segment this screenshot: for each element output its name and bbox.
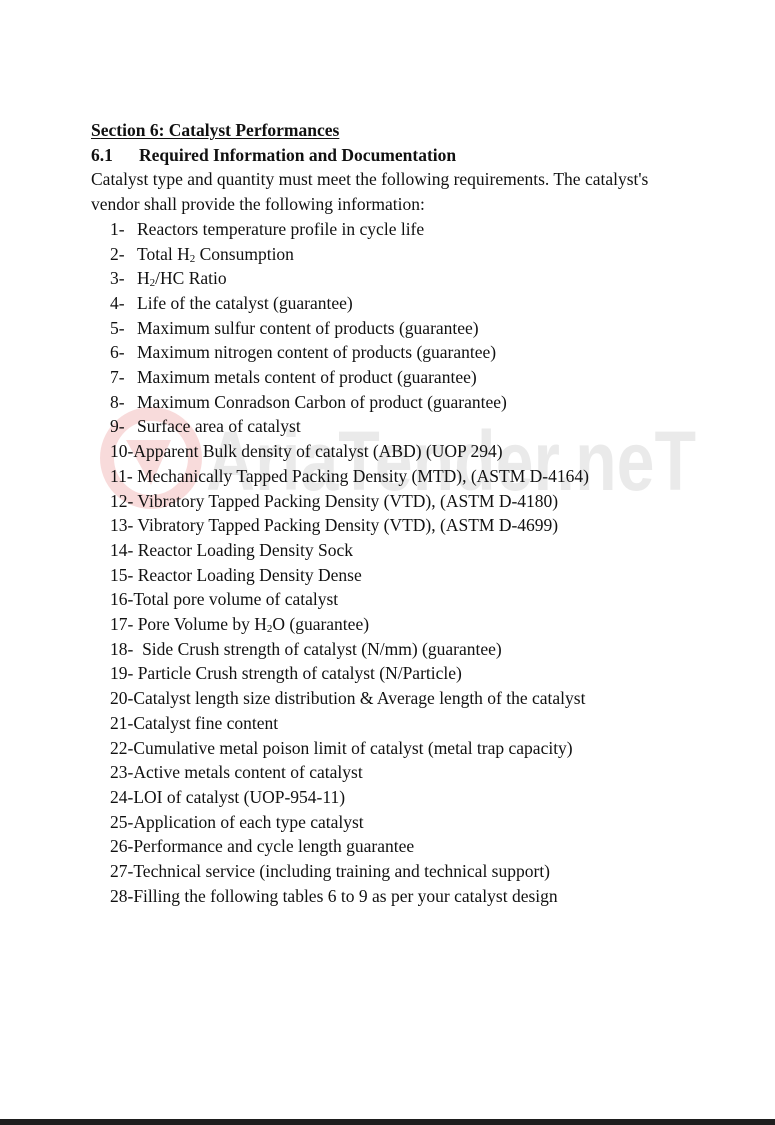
list-item-text: H (137, 268, 150, 289)
list-item-text: Maximum Conradson Carbon of product (guarantee) (137, 391, 507, 412)
list-item-number: 28- (110, 885, 134, 906)
list-item (110, 736, 711, 761)
list-item (110, 810, 711, 835)
list-item-text: Filling the following tables 6 to 9 as per your catalyst design (133, 885, 558, 906)
list-item-number: 14- (110, 539, 134, 560)
list-item (110, 390, 711, 415)
list-item (110, 316, 711, 341)
list-item (110, 785, 711, 810)
list-item-text: Surface area of catalyst (137, 416, 301, 437)
list-item-number: 25- (110, 811, 134, 832)
list-item (110, 686, 711, 711)
list-item-text: Consumption (195, 243, 294, 264)
list-item-number: 18- (110, 638, 134, 659)
list-item-number: 8- (110, 391, 125, 412)
list-item-text: O (guarantee) (272, 614, 370, 635)
list-item-number: 15- (110, 564, 134, 585)
list-item-number: 20- (110, 688, 134, 709)
list-item-text: Life of the catalyst (guarantee) (137, 292, 353, 313)
list-item-number: 16- (110, 589, 134, 610)
requirements-list (91, 217, 711, 909)
intro-paragraph (91, 167, 711, 216)
list-item-text: Reactors temperature profile in cycle life (137, 218, 425, 239)
list-item (110, 291, 711, 316)
list-item (110, 884, 711, 909)
watermark-text: AriaTender.neT (206, 414, 696, 508)
list-item-subscript: 2 (266, 623, 273, 636)
list-item-number: 4- (110, 292, 125, 313)
list-item-number: 1- (110, 218, 125, 239)
list-item (110, 217, 711, 242)
list-item (110, 760, 711, 785)
list-item-text: Vibratory Tapped Packing Density (VTD), (ASTM D-4180) (133, 490, 559, 511)
list-item-text: Maximum metals content of product (guarantee) (137, 367, 477, 388)
list-item (110, 439, 711, 464)
list-item-number: 11- (110, 465, 133, 486)
document-body (91, 118, 711, 909)
list-item-number: 22- (110, 737, 134, 758)
subsection-number: 6.1 (91, 144, 113, 165)
list-item-number: 17- (110, 614, 134, 635)
section-title: Section 6: Catalyst Performances (91, 120, 340, 140)
list-item-text: Maximum nitrogen content of products (guarantee) (137, 342, 497, 363)
list-item-text: Application of each type catalyst (133, 811, 364, 832)
intro-line-2: vendor shall provide the following information: (91, 194, 425, 215)
list-item-number: 12- (110, 490, 134, 511)
list-item (110, 637, 711, 662)
list-item-text: LOI of catalyst (UOP-954-11) (133, 786, 346, 807)
list-item-text: Maximum sulfur content of products (guarantee) (137, 317, 479, 338)
list-item (110, 266, 711, 291)
list-item (110, 340, 711, 365)
bottom-border (0, 1119, 775, 1125)
list-item (110, 538, 711, 563)
list-item-number: 3- (110, 268, 125, 289)
list-item (110, 661, 711, 686)
list-item-number: 21- (110, 712, 134, 733)
list-item-number: 19- (110, 663, 134, 684)
list-item-number: 10- (110, 441, 134, 462)
list-item (110, 859, 711, 884)
list-item (110, 464, 711, 489)
list-item-number: 5- (110, 317, 125, 338)
list-item-number: 13- (110, 515, 134, 536)
list-item-text: Performance and cycle length guarantee (133, 836, 415, 857)
list-item-text: Active metals content of catalyst (133, 762, 363, 783)
list-item-text: Vibratory Tapped Packing Density (VTD), (ASTM D-4699) (133, 515, 559, 536)
list-item (110, 612, 711, 637)
list-item (110, 365, 711, 390)
list-item-text: Side Crush strength of catalyst (N/mm) (guarantee) (133, 638, 502, 659)
list-item-text: Mechanically Tapped Packing Density (MTD), (ASTM D-4164) (132, 465, 589, 486)
list-item-number: 6- (110, 342, 125, 363)
list-item (110, 834, 711, 859)
list-item (110, 513, 711, 538)
list-item-text: Technical service (including training and technical support) (133, 861, 551, 882)
list-item-text: Total pore volume of catalyst (133, 589, 339, 610)
list-item (110, 587, 711, 612)
list-item-number: 24- (110, 786, 134, 807)
list-item-number: 26- (110, 836, 134, 857)
list-item-number: 7- (110, 367, 125, 388)
list-item-number: 23- (110, 762, 134, 783)
list-item (110, 711, 711, 736)
list-item (110, 489, 711, 514)
list-item-text: Cumulative metal poison limit of catalyst (metal trap capacity) (133, 737, 573, 758)
list-item (110, 242, 711, 267)
list-item-text: Apparent Bulk density of catalyst (ABD) (UOP 294) (133, 441, 503, 462)
list-item-number: 9- (110, 416, 125, 437)
list-item-text: Catalyst length size distribution & Average length of the catalyst (133, 688, 586, 709)
subsection-title: Required Information and Documentation (139, 144, 457, 165)
list-item-text: Catalyst fine content (133, 712, 279, 733)
list-item-text: Particle Crush strength of catalyst (N/Particle) (133, 663, 462, 684)
list-item (110, 563, 711, 588)
list-item-text: /HC Ratio (155, 268, 227, 289)
subsection-heading (91, 143, 711, 168)
list-item-subscript: 2 (189, 252, 196, 265)
list-item-text: Reactor Loading Density Dense (133, 564, 362, 585)
list-item (110, 414, 711, 439)
list-item-text: Pore Volume by H (133, 614, 267, 635)
list-item-text: Total H (137, 243, 190, 264)
list-item-number: 2- (110, 243, 125, 264)
intro-line-1: Catalyst type and quantity must meet the following requirements. The catalyst's (91, 169, 649, 190)
list-item-subscript: 2 (149, 277, 156, 290)
list-item-number: 27- (110, 861, 134, 882)
list-item-text: Reactor Loading Density Sock (133, 539, 354, 560)
